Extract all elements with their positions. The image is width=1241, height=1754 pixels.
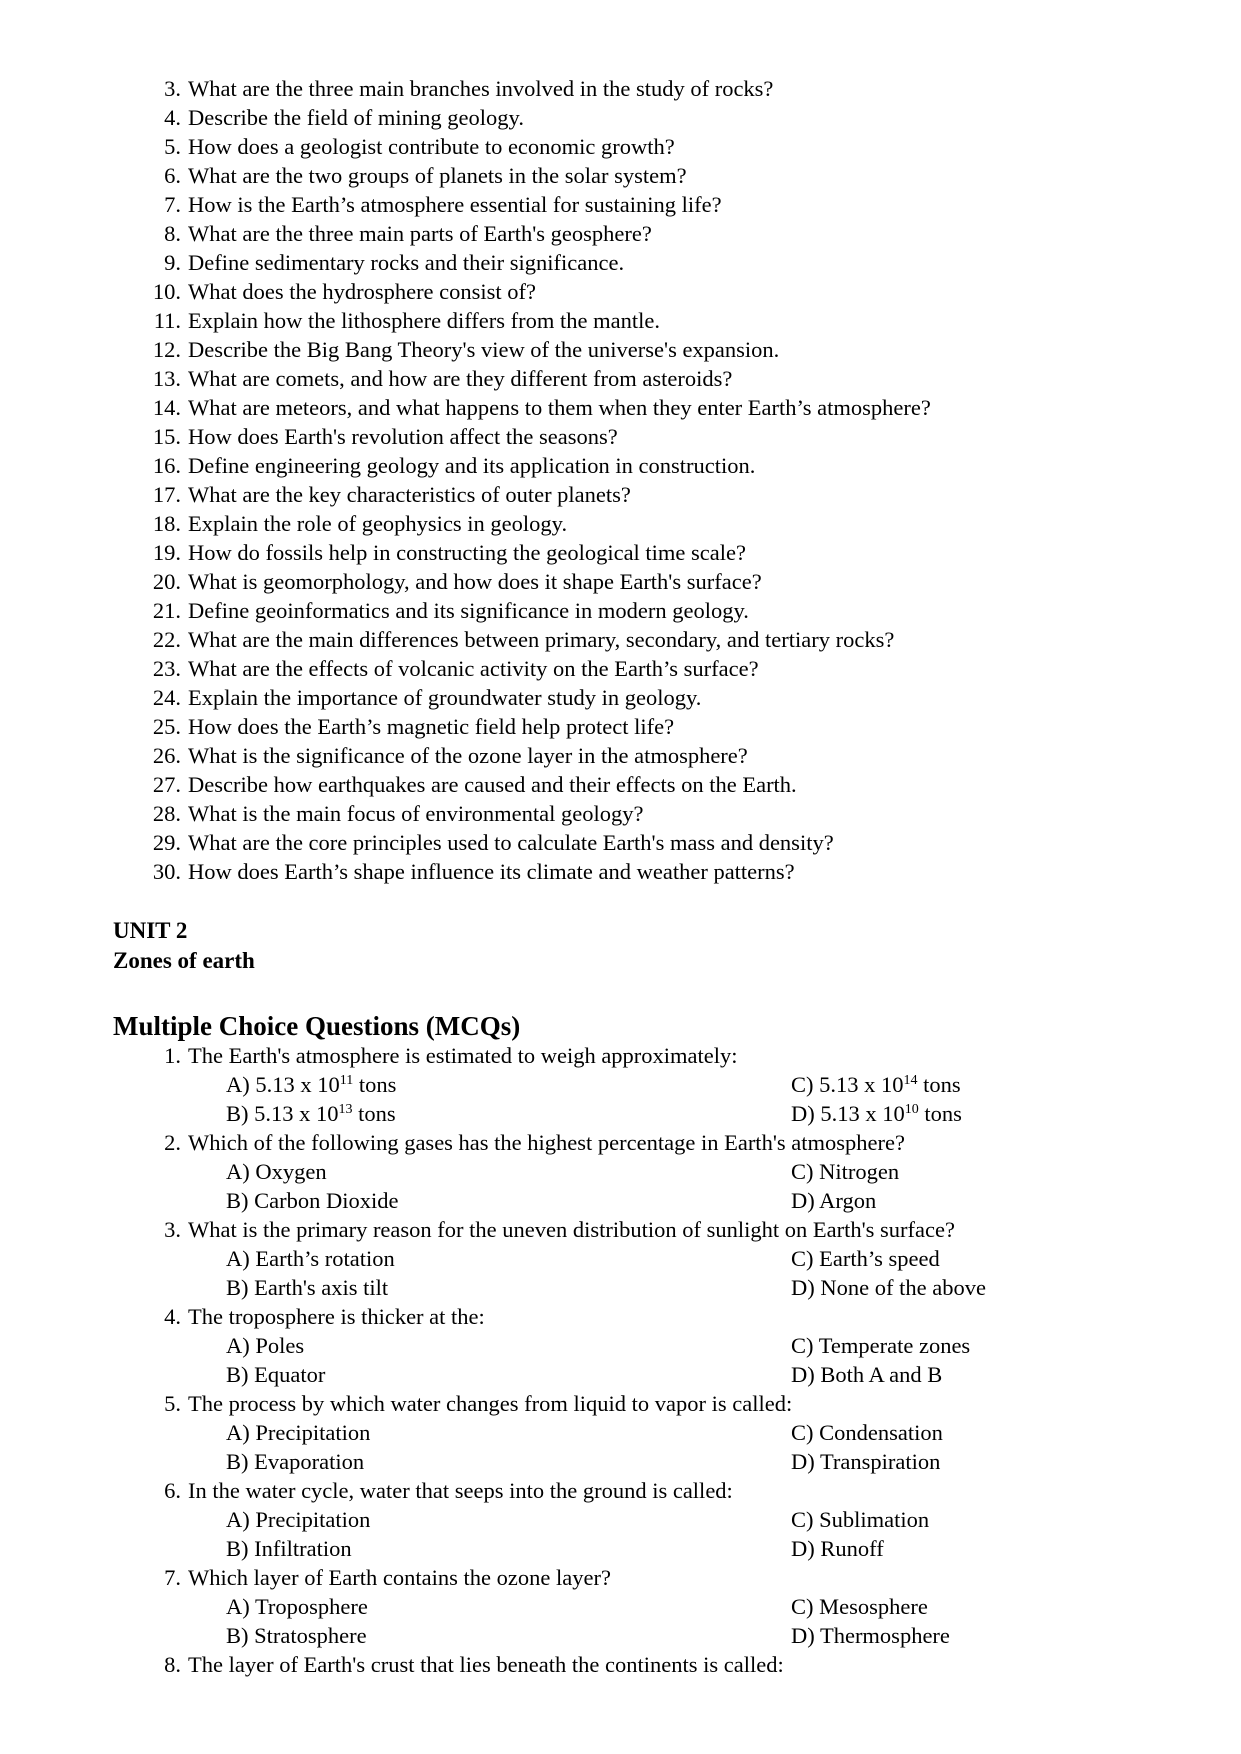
question-number: 4. <box>164 105 181 130</box>
list-item <box>146 480 1146 509</box>
list-item <box>146 248 1146 277</box>
list-item <box>146 364 1146 393</box>
option-c: C) Condensation <box>791 1420 943 1445</box>
mcq-stem <box>146 1302 1146 1331</box>
question-text: Which layer of Earth contains the ozone layer? <box>188 1565 611 1590</box>
unit-heading <box>113 916 255 976</box>
question-text: What does the hydrosphere consist of? <box>188 279 537 304</box>
option-unit: tons <box>353 1072 397 1097</box>
question-number: 4. <box>164 1304 181 1329</box>
option-exponent: 14 <box>903 1073 918 1088</box>
question-number: 8. <box>164 221 181 246</box>
question-number: 6. <box>164 163 181 188</box>
option-c: C) Earth’s speed <box>791 1246 940 1271</box>
option-c: C) Temperate zones <box>791 1333 971 1358</box>
question-text: What are the core principles used to calculate Earth's mass and density? <box>188 830 834 855</box>
option-b: B) Evaporation <box>226 1449 365 1474</box>
option-c: C) Nitrogen <box>791 1159 900 1184</box>
list-item <box>146 451 1146 480</box>
question-text: What are meteors, and what happens to them when they enter Earth’s atmosphere? <box>188 395 931 420</box>
option-d: D) Argon <box>791 1188 877 1213</box>
question-text: What are the two groups of planets in the solar system? <box>188 163 687 188</box>
question-text: Explain the importance of groundwater study in geology. <box>188 685 702 710</box>
question-text: How does Earth’s shape influence its climate and weather patterns? <box>188 859 795 884</box>
list-item <box>146 683 1146 712</box>
question-number: 5. <box>164 134 181 159</box>
question-text: Define sedimentary rocks and their significance. <box>188 250 625 275</box>
question-text: What is the significance of the ozone layer in the atmosphere? <box>188 743 748 768</box>
option-b: B) Equator <box>226 1362 326 1387</box>
question-number: 28. <box>152 801 181 826</box>
list-item <box>146 74 1146 103</box>
option-exponent: 11 <box>339 1073 354 1088</box>
question-number: 25. <box>152 714 181 739</box>
question-text: Which of the following gases has the highest percentage in Earth's atmosphere? <box>188 1130 905 1155</box>
list-item <box>146 712 1146 741</box>
mcq-item <box>146 1041 1146 1128</box>
option-row <box>146 1621 1146 1650</box>
option-b <box>226 1099 396 1128</box>
mcq-item <box>146 1563 1146 1650</box>
question-number: 3. <box>164 76 181 101</box>
list-item <box>146 277 1146 306</box>
question-text: What are the main differences between primary, secondary, and tertiary rocks? <box>188 627 895 652</box>
option-a <box>226 1070 396 1099</box>
list-item <box>146 103 1146 132</box>
mcq-stem <box>146 1128 1146 1157</box>
mcq-stem <box>146 1389 1146 1418</box>
list-item <box>146 770 1146 799</box>
option-unit: tons <box>917 1072 961 1097</box>
option-row <box>146 1505 1146 1534</box>
question-list <box>146 74 1146 886</box>
option-text: D) 5.13 x 10 <box>791 1101 905 1126</box>
question-number: 17. <box>152 482 181 507</box>
option-b: B) Earth's axis tilt <box>226 1275 389 1300</box>
list-item <box>146 625 1146 654</box>
unit-subtitle: Zones of earth <box>113 948 255 973</box>
list-item <box>146 335 1146 364</box>
list-item <box>146 799 1146 828</box>
list-item <box>146 161 1146 190</box>
question-number: 2. <box>164 1130 181 1155</box>
list-item <box>146 219 1146 248</box>
option-text: B) 5.13 x 10 <box>226 1101 339 1126</box>
question-text: Describe the Big Bang Theory's view of the universe's expansion. <box>188 337 780 362</box>
question-text: The troposphere is thicker at the: <box>188 1304 485 1329</box>
question-number: 5. <box>164 1391 181 1416</box>
option-exponent: 13 <box>338 1102 353 1117</box>
question-number: 7. <box>164 1565 181 1590</box>
mcq-stem <box>146 1563 1146 1592</box>
mcq-item <box>146 1389 1146 1476</box>
option-c: C) Sublimation <box>791 1507 930 1532</box>
option-d: D) Thermosphere <box>791 1623 950 1648</box>
option-b: B) Infiltration <box>226 1536 352 1561</box>
question-number: 18. <box>152 511 181 536</box>
question-number: 9. <box>164 250 181 275</box>
list-item <box>146 741 1146 770</box>
question-number: 12. <box>152 337 181 362</box>
option-text: A) 5.13 x 10 <box>226 1072 340 1097</box>
option-row <box>146 1418 1146 1447</box>
option-exponent: 10 <box>904 1102 919 1117</box>
option-row <box>146 1534 1146 1563</box>
question-number: 19. <box>152 540 181 565</box>
mcq-item <box>146 1302 1146 1389</box>
option-a: A) Precipitation <box>226 1420 371 1445</box>
option-row <box>146 1070 1146 1099</box>
question-number: 24. <box>152 685 181 710</box>
question-text: Describe how earthquakes are caused and their effects on the Earth. <box>188 772 797 797</box>
list-item <box>146 393 1146 422</box>
option-row <box>146 1331 1146 1360</box>
question-text: What is the main focus of environmental geology? <box>188 801 644 826</box>
option-row <box>146 1244 1146 1273</box>
question-text: What are the three main branches involved in the study of rocks? <box>188 76 774 101</box>
question-text: Describe the field of mining geology. <box>188 105 524 130</box>
list-item <box>146 828 1146 857</box>
question-text: How do fossils help in constructing the geological time scale? <box>188 540 746 565</box>
question-text: The process by which water changes from liquid to vapor is called: <box>188 1391 793 1416</box>
mcq-stem <box>146 1650 1146 1679</box>
question-text: Explain how the lithosphere differs from the mantle. <box>188 308 660 333</box>
question-number: 30. <box>152 859 181 884</box>
list-item <box>146 857 1146 886</box>
question-number: 14. <box>152 395 181 420</box>
question-text: The layer of Earth's crust that lies beneath the continents is called: <box>188 1652 784 1677</box>
option-text: C) 5.13 x 10 <box>791 1072 904 1097</box>
mcq-item <box>146 1650 1146 1679</box>
option-row <box>146 1592 1146 1621</box>
option-c: C) Mesosphere <box>791 1594 928 1619</box>
question-number: 15. <box>152 424 181 449</box>
option-d: D) Both A and B <box>791 1362 943 1387</box>
option-a: A) Oxygen <box>226 1159 327 1184</box>
option-b: B) Carbon Dioxide <box>226 1188 399 1213</box>
list-item <box>146 596 1146 625</box>
question-number: 21. <box>152 598 181 623</box>
question-number: 3. <box>164 1217 181 1242</box>
question-number: 1. <box>164 1043 181 1068</box>
question-number: 20. <box>152 569 181 594</box>
mcq-stem <box>146 1215 1146 1244</box>
question-text: How is the Earth’s atmosphere essential for sustaining life? <box>188 192 722 217</box>
list-item <box>146 422 1146 451</box>
mcq-stem <box>146 1476 1146 1505</box>
option-row <box>146 1099 1146 1128</box>
option-d: D) None of the above <box>791 1275 986 1300</box>
list-item <box>146 132 1146 161</box>
list-item <box>146 190 1146 219</box>
question-number: 10. <box>152 279 181 304</box>
list-item <box>146 654 1146 683</box>
question-number: 8. <box>164 1652 181 1677</box>
question-text: What are the three main parts of Earth's geosphere? <box>188 221 652 246</box>
option-b: B) Stratosphere <box>226 1623 367 1648</box>
question-text: How does Earth's revolution affect the seasons? <box>188 424 618 449</box>
question-number: 11. <box>153 308 181 333</box>
option-d <box>791 1099 962 1128</box>
list-item <box>146 509 1146 538</box>
question-text: What are comets, and how are they different from asteroids? <box>188 366 733 391</box>
option-row <box>146 1447 1146 1476</box>
list-item <box>146 567 1146 596</box>
option-c <box>791 1070 961 1099</box>
option-a: A) Earth’s rotation <box>226 1246 395 1271</box>
list-item <box>146 538 1146 567</box>
question-text: What are the key characteristics of outer planets? <box>188 482 631 507</box>
question-number: 7. <box>164 192 181 217</box>
option-a: A) Poles <box>226 1333 305 1358</box>
question-text: How does a geologist contribute to economic growth? <box>188 134 675 159</box>
question-number: 23. <box>152 656 181 681</box>
mcq-section-heading: Multiple Choice Questions (MCQs) <box>113 1011 521 1041</box>
list-item <box>146 306 1146 335</box>
question-text: What are the effects of volcanic activity on the Earth’s surface? <box>188 656 759 681</box>
question-number: 26. <box>152 743 181 768</box>
mcq-item <box>146 1215 1146 1302</box>
mcq-item <box>146 1476 1146 1563</box>
question-number: 16. <box>152 453 181 478</box>
mcq-stem <box>146 1041 1146 1070</box>
option-row <box>146 1273 1146 1302</box>
question-text: What is the primary reason for the uneven distribution of sunlight on Earth's surface? <box>188 1217 955 1242</box>
question-number: 22. <box>152 627 181 652</box>
question-text: Explain the role of geophysics in geology. <box>188 511 568 536</box>
option-a: A) Precipitation <box>226 1507 371 1532</box>
unit-title: UNIT 2 <box>113 918 188 943</box>
question-number: 29. <box>152 830 181 855</box>
option-unit: tons <box>918 1101 962 1126</box>
question-number: 27. <box>152 772 181 797</box>
question-text: Define engineering geology and its application in construction. <box>188 453 756 478</box>
question-text: Define geoinformatics and its significance in modern geology. <box>188 598 749 623</box>
mcq-list <box>146 1041 1146 1679</box>
mcq-item <box>146 1128 1146 1215</box>
question-text: How does the Earth’s magnetic field help protect life? <box>188 714 675 739</box>
option-a: A) Troposphere <box>226 1594 368 1619</box>
option-d: D) Transpiration <box>791 1449 941 1474</box>
option-d: D) Runoff <box>791 1536 884 1561</box>
question-text: The Earth's atmosphere is estimated to weigh approximately: <box>188 1043 738 1068</box>
option-unit: tons <box>352 1101 396 1126</box>
option-row <box>146 1157 1146 1186</box>
question-text: In the water cycle, water that seeps into the ground is called: <box>188 1478 733 1503</box>
question-number: 13. <box>152 366 181 391</box>
option-row <box>146 1186 1146 1215</box>
question-number: 6. <box>164 1478 181 1503</box>
question-text: What is geomorphology, and how does it shape Earth's surface? <box>188 569 762 594</box>
option-row <box>146 1360 1146 1389</box>
